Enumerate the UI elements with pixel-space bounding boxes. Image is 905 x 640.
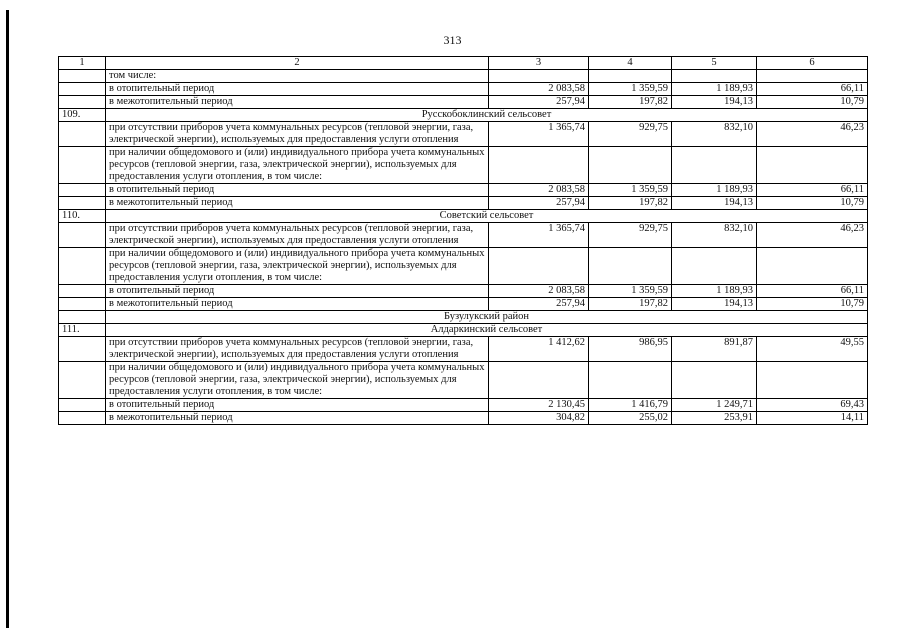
section-title: Русскобоклинский сельсовет xyxy=(106,109,868,122)
value-cell-col6: 46,23 xyxy=(757,122,868,147)
row-description-cell: при отсутствии приборов учета коммунальных ресурсов (тепловой энергии, газа, электрической энергии), используемых для предоставления услуги отопления xyxy=(106,122,489,147)
value-cell-col6 xyxy=(757,248,868,285)
value-cell-col5 xyxy=(672,248,757,285)
row-number-cell xyxy=(59,337,106,362)
value-cell-col4: 255,02 xyxy=(589,412,672,425)
value-cell-col6: 49,55 xyxy=(757,337,868,362)
value-cell-col6 xyxy=(757,70,868,83)
table-row xyxy=(59,362,868,399)
table-row xyxy=(59,223,868,248)
value-cell-col5: 832,10 xyxy=(672,223,757,248)
value-cell-col4 xyxy=(589,147,672,184)
value-cell-col5: 194,13 xyxy=(672,96,757,109)
column-header: 4 xyxy=(589,57,672,70)
value-cell-col4: 1 416,79 xyxy=(589,399,672,412)
row-number-cell xyxy=(59,285,106,298)
section-row xyxy=(59,109,868,122)
value-cell-col5: 1 189,93 xyxy=(672,285,757,298)
row-description-cell: в отопительный период xyxy=(106,285,489,298)
value-cell-col3: 1 365,74 xyxy=(489,223,589,248)
table-row xyxy=(59,184,868,197)
value-cell-col6: 66,11 xyxy=(757,285,868,298)
table-row xyxy=(59,70,868,83)
table-header-row xyxy=(59,57,868,70)
row-number-cell xyxy=(59,83,106,96)
value-cell-col6: 66,11 xyxy=(757,83,868,96)
section-title: Алдаркинский сельсовет xyxy=(106,324,868,337)
value-cell-col5 xyxy=(672,362,757,399)
value-cell-col6: 69,43 xyxy=(757,399,868,412)
value-cell-col6 xyxy=(757,147,868,184)
value-cell-col5: 1 249,71 xyxy=(672,399,757,412)
value-cell-col4: 929,75 xyxy=(589,223,672,248)
table-row xyxy=(59,248,868,285)
table-row xyxy=(59,122,868,147)
table-row xyxy=(59,96,868,109)
value-cell-col6: 10,79 xyxy=(757,96,868,109)
table-row xyxy=(59,147,868,184)
value-cell-col3: 1 365,74 xyxy=(489,122,589,147)
row-number-cell xyxy=(59,70,106,83)
value-cell-col5: 1 189,93 xyxy=(672,83,757,96)
column-header: 5 xyxy=(672,57,757,70)
value-cell-col6: 46,23 xyxy=(757,223,868,248)
row-description-cell: в межотопительный период xyxy=(106,412,489,425)
table-row xyxy=(59,337,868,362)
row-number-cell xyxy=(59,197,106,210)
value-cell-col4: 1 359,59 xyxy=(589,83,672,96)
value-cell-col4: 986,95 xyxy=(589,337,672,362)
row-number-cell xyxy=(59,362,106,399)
value-cell-col3: 2 083,58 xyxy=(489,184,589,197)
row-number-cell xyxy=(59,298,106,311)
table-row xyxy=(59,412,868,425)
row-number-cell xyxy=(59,223,106,248)
section-number-cell: 109. xyxy=(59,109,106,122)
left-margin-bar xyxy=(6,10,9,628)
tariff-table xyxy=(58,56,868,425)
row-number-cell xyxy=(59,184,106,197)
column-header: 2 xyxy=(106,57,489,70)
column-header: 3 xyxy=(489,57,589,70)
value-cell-col3: 2 083,58 xyxy=(489,83,589,96)
row-description-cell: в межотопительный период xyxy=(106,96,489,109)
value-cell-col3: 2 083,58 xyxy=(489,285,589,298)
value-cell-col3 xyxy=(489,147,589,184)
section-number-cell: 110. xyxy=(59,210,106,223)
value-cell-col5: 832,10 xyxy=(672,122,757,147)
table-row xyxy=(59,399,868,412)
column-header: 1 xyxy=(59,57,106,70)
row-number-cell xyxy=(59,399,106,412)
row-number-cell xyxy=(59,248,106,285)
table-row xyxy=(59,83,868,96)
value-cell-col5 xyxy=(672,70,757,83)
value-cell-col4: 197,82 xyxy=(589,96,672,109)
value-cell-col3: 257,94 xyxy=(489,197,589,210)
value-cell-col6: 10,79 xyxy=(757,197,868,210)
value-cell-col5: 253,91 xyxy=(672,412,757,425)
column-header: 6 xyxy=(757,57,868,70)
district-row xyxy=(59,311,868,324)
section-number-cell xyxy=(59,311,106,324)
row-description-cell: в отопительный период xyxy=(106,399,489,412)
table-row xyxy=(59,285,868,298)
row-description-cell: в межотопительный период xyxy=(106,298,489,311)
section-title: Советский сельсовет xyxy=(106,210,868,223)
section-number-cell: 111. xyxy=(59,324,106,337)
row-number-cell xyxy=(59,122,106,147)
row-number-cell xyxy=(59,412,106,425)
row-description-cell: в отопительный период xyxy=(106,184,489,197)
table-row xyxy=(59,298,868,311)
value-cell-col6: 10,79 xyxy=(757,298,868,311)
value-cell-col4: 197,82 xyxy=(589,197,672,210)
row-description-cell: том числе: xyxy=(106,70,489,83)
value-cell-col4 xyxy=(589,248,672,285)
row-description-cell: при наличии общедомового и (или) индивидуального прибора учета коммунальных ресурсов (тепловой энергии, газа, электрической энергии), используемых для предоставления услуги отопления, в том числе: xyxy=(106,362,489,399)
row-description-cell: при отсутствии приборов учета коммунальных ресурсов (тепловой энергии, газа, электрической энергии), используемых для предоставления услуги отопления xyxy=(106,223,489,248)
row-number-cell xyxy=(59,147,106,184)
table-row xyxy=(59,197,868,210)
row-description-cell: при отсутствии приборов учета коммунальных ресурсов (тепловой энергии, газа, электрической энергии), используемых для предоставления услуги отопления xyxy=(106,337,489,362)
value-cell-col3 xyxy=(489,248,589,285)
value-cell-col4: 1 359,59 xyxy=(589,285,672,298)
value-cell-col5 xyxy=(672,147,757,184)
value-cell-col6: 14,11 xyxy=(757,412,868,425)
value-cell-col4: 1 359,59 xyxy=(589,184,672,197)
section-row xyxy=(59,210,868,223)
value-cell-col4 xyxy=(589,70,672,83)
value-cell-col3: 1 412,62 xyxy=(489,337,589,362)
section-row xyxy=(59,324,868,337)
row-description-cell: в межотопительный период xyxy=(106,197,489,210)
value-cell-col6 xyxy=(757,362,868,399)
value-cell-col5: 194,13 xyxy=(672,197,757,210)
page-number: 313 xyxy=(443,33,462,47)
value-cell-col5: 1 189,93 xyxy=(672,184,757,197)
district-title: Бузулукский район xyxy=(106,311,868,324)
value-cell-col3: 257,94 xyxy=(489,96,589,109)
row-description-cell: в отопительный период xyxy=(106,83,489,96)
value-cell-col3 xyxy=(489,70,589,83)
value-cell-col3 xyxy=(489,362,589,399)
row-description-cell: при наличии общедомового и (или) индивидуального прибора учета коммунальных ресурсов (тепловой энергии, газа, электрической энергии), используемых для предоставления услуги отопления, в том числе: xyxy=(106,248,489,285)
value-cell-col3: 2 130,45 xyxy=(489,399,589,412)
value-cell-col3: 257,94 xyxy=(489,298,589,311)
value-cell-col5: 891,87 xyxy=(672,337,757,362)
row-number-cell xyxy=(59,96,106,109)
value-cell-col4: 197,82 xyxy=(589,298,672,311)
row-description-cell: при наличии общедомового и (или) индивидуального прибора учета коммунальных ресурсов (тепловой энергии, газа, электрической энергии), используемых для предоставления услуги отопления, в том числе: xyxy=(106,147,489,184)
value-cell-col4: 929,75 xyxy=(589,122,672,147)
value-cell-col5: 194,13 xyxy=(672,298,757,311)
value-cell-col6: 66,11 xyxy=(757,184,868,197)
value-cell-col4 xyxy=(589,362,672,399)
value-cell-col3: 304,82 xyxy=(489,412,589,425)
